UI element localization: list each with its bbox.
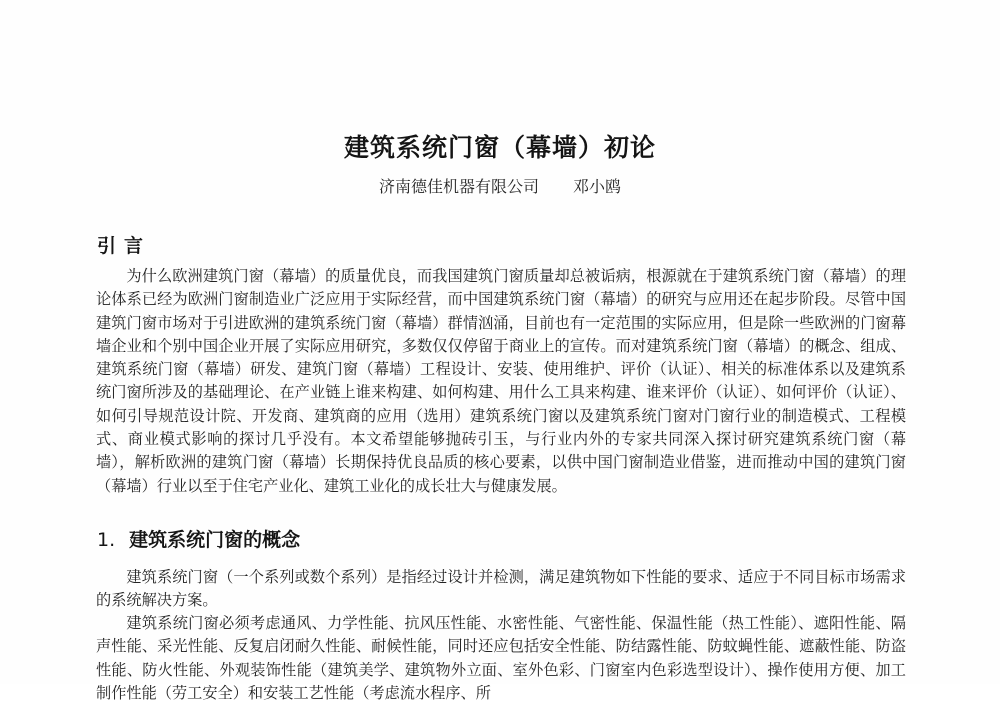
- section-1-number: 1.: [97, 529, 116, 551]
- company-name: 济南德佳机器有限公司: [378, 177, 539, 196]
- author-name: 邓小鸥: [573, 177, 622, 196]
- section-1-title: 建筑系统门窗的概念: [129, 529, 301, 551]
- section-1-paragraph-2: 建筑系统门窗必须考虑通风、力学性能、抗风压性能、水密性能、气密性能、保温性能（热工性能）、遮阳性能、隔声性能、采光性能、反复启闭耐久性能、耐候性能，同时还应包括安全性能、防结露性能、防蚊蝇性能、遮蔽性能、防盗性能、防火性能、外观装饰性能（建筑美学、建筑物外立面、室外色彩、门窗室内色彩选型设计）、操作使用方便、加工制作性能（劳工安全）和安装工艺性能（考虑流水程序、所: [96, 614, 906, 702]
- byline: [0, 174, 1000, 197]
- intro-heading: 引言: [97, 235, 152, 257]
- intro-paragraph: 为什么欧洲建筑门窗（幕墙）的质量优良，而我国建筑门窗质量却总被诟病，根源就在于建筑系统门窗（幕墙）的理论体系已经为欧洲门窗制造业广泛应用于实际经营，而中国建筑系统门窗（幕墙）的研究与应用还在起步阶段。尽管中国建筑门窗市场对于引进欧洲的建筑系统门窗（幕墙）群情汹涌，目前也有一定范围的实际应用，但是除一些欧洲的门窗幕墙企业和个别中国企业开展了实际应用研究，多数仅仅停留于商业上的宣传。而对建筑系统门窗（幕墙）的概念、组成、建筑系统门窗（幕墙）研发、建筑门窗（幕墙）工程设计、安装、使用维护、评价（认证）、相关的标准体系以及建筑系统门窗所涉及的基础理论、在产业链上谁来构建、如何构建、用什么工具来构建、谁来评价（认证）、如何评价（认证）、如何引导规范设计院、开发商、建筑商的应用（选用）建筑系统门窗以及建筑系统门窗对门窗行业的制造模式、工程模式、商业模式影响的探讨几乎没有。本文希望能够抛砖引玉，与行业内外的专家共同深入探讨研究建筑系统门窗（幕墙），解析欧洲的建筑门窗（幕墙）长期保持优良品质的核心要素，以供中国门窗制造业借鉴，进而推动中国的建筑门窗（幕墙）行业以至于住宅产业化、建筑工业化的成长壮大与健康发展。: [96, 267, 906, 495]
- section-1-heading: [97, 525, 300, 552]
- document-title: 建筑系统门窗（幕墙）初论: [343, 133, 656, 162]
- section-1-paragraph-1: 建筑系统门窗（一个系列或数个系列）是指经过设计并检测，满足建筑物如下性能的要求、适应于不同目标市场需求的系统解决方案。: [96, 568, 906, 610]
